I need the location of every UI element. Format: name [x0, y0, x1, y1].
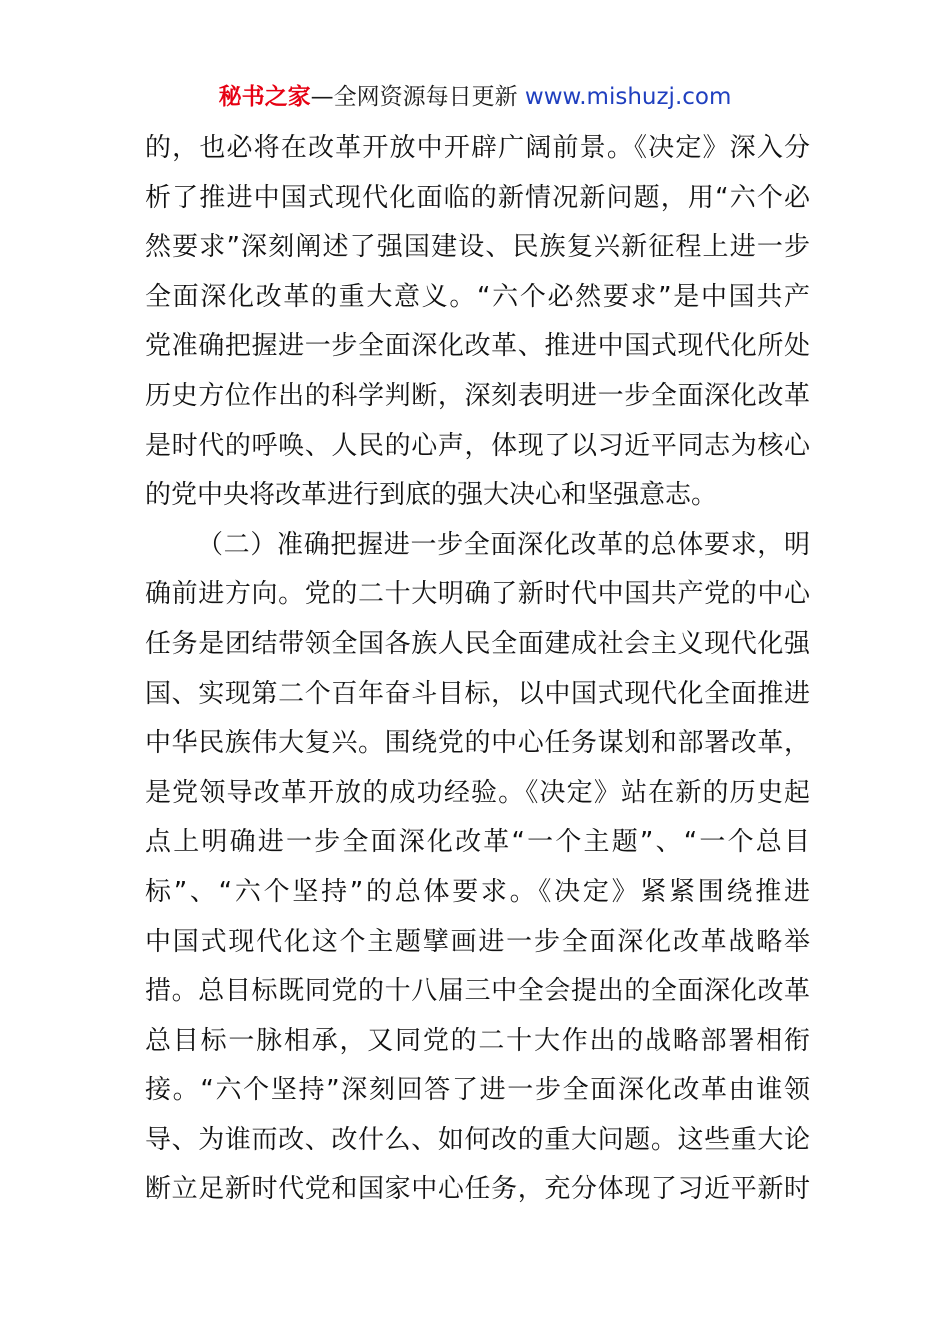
text-line: 中国式现代化这个主题擘画进一步全面深化改革战略举 — [145, 926, 810, 957]
text-line: 国、实现第二个百年奋斗目标，以中国式现代化全面推进 — [145, 678, 810, 709]
text-line: 历史方位作出的科学判断，深刻表明进一步全面深化改革 — [145, 380, 810, 411]
text-line: 断立足新时代党和国家中心任务，充分体现了习近平新时 — [145, 1174, 810, 1205]
paragraph-heading-line: （二）准确把握进一步全面深化改革的总体要求，明 — [197, 529, 810, 560]
text-line: 标”、“六个坚持”的总体要求。《决定》紧紧围绕推进 — [145, 876, 810, 907]
text-line: 任务是团结带领全国各族人民全面建成社会主义现代化强 — [145, 628, 810, 659]
text-line: 确前进方向。党的二十大明确了新时代中国共产党的中心 — [145, 579, 810, 610]
header-tagline: —全网资源每日更新 — [310, 84, 518, 110]
text-line: 全面深化改革的重大意义。“六个必然要求”是中国共产 — [145, 281, 810, 312]
page-header — [0, 80, 950, 114]
text-line: 的党中央将改革进行到底的强大决心和坚强意志。 — [145, 480, 718, 511]
text-line: 导、为谁而改、改什么、如何改的重大问题。这些重大论 — [145, 1124, 810, 1155]
text-line: 总目标一脉相承，又同党的二十大作出的战略部署相衔 — [145, 1025, 810, 1056]
brand-name: 秘书之家 — [218, 84, 311, 110]
text-line: 析了推进中国式现代化面临的新情况新问题，用“六个必 — [145, 182, 810, 213]
text-line: 措。总目标既同党的十八届三中全会提出的全面深化改革 — [145, 976, 810, 1007]
text-line: 是党领导改革开放的成功经验。《决定》站在新的历史起 — [145, 777, 810, 808]
site-url-link[interactable]: www.mishuzj.com — [524, 84, 732, 110]
text-line: 是时代的呼唤、人民的心声，体现了以习近平同志为核心 — [145, 430, 810, 461]
text-line: 党准确把握进一步全面深化改革、推进中国式现代化所处 — [145, 331, 810, 362]
body-text — [145, 124, 810, 1215]
text-line: 的，也必将在改革开放中开辟广阔前景。《决定》深入分 — [145, 133, 810, 163]
text-line: 然要求”深刻阐述了强国建设、民族复兴新征程上进一步 — [145, 232, 810, 263]
text-line: 中华民族伟大复兴。围绕党的中心任务谋划和部署改革， — [145, 728, 810, 759]
text-line: 点上明确进一步全面深化改革“一个主题”、“一个总目 — [145, 827, 810, 858]
text-line: 接。“六个坚持”深刻回答了进一步全面深化改革由谁领 — [145, 1075, 810, 1106]
